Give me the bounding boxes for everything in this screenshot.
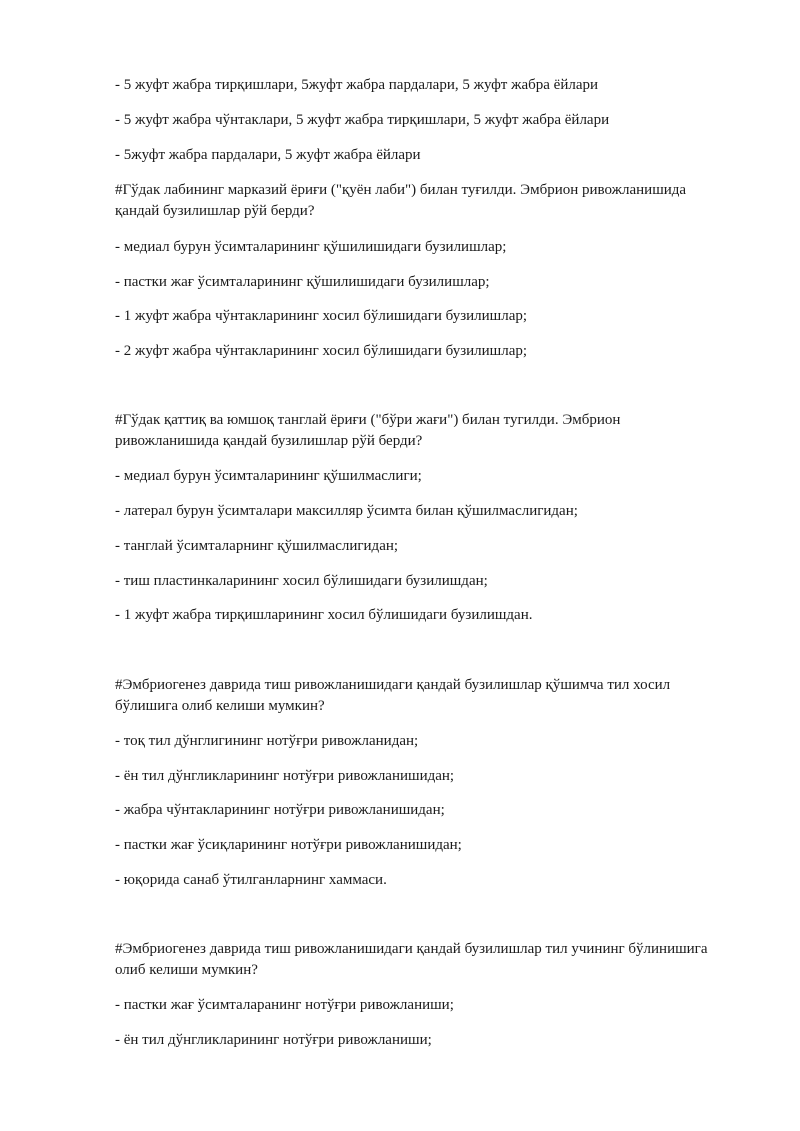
option-line: - пастки жағ ўсимталарининг қўшилишидаги бузилишлар; <box>115 274 490 290</box>
option-line: - тиш пластинкаларининг хосил бўлишидаги бузилишдан; <box>115 573 488 589</box>
option-line: - юқорида санаб ўтилганларнинг хаммаси. <box>115 872 387 888</box>
option-line: - жабра чўнтакларининг нотўғри ривожланишидан; <box>115 802 445 818</box>
option-line: - латерал бурун ўсимталари максилляр ўсимта билан қўшилмаслигидан; <box>115 503 578 519</box>
option-line: - пастки жағ ўсимталаранинг нотўғри ривожланиши; <box>115 997 454 1013</box>
option-line: - ён тил дўнгликларининг нотўғри ривожланишидан; <box>115 768 455 784</box>
option-line: - ён тил дўнгликларининг нотўғри ривожланиши; <box>115 1032 432 1048</box>
option-line: - 1 жуфт жабра тирқишларининг хосил бўлишидаги бузилишдан. <box>115 607 533 623</box>
question-text: #Гўдак лабининг марказий ёриғи ("қуён лаби") билан туғилди. Эмбрион ривожланишида қандай бузилишлар рўй берди? <box>115 182 687 219</box>
option-line: - 1 жуфт жабра чўнтакларининг хосил бўлишидаги бузилишлар; <box>115 308 528 324</box>
option-line: - тоқ тил дўнглигининг нотўғри ривожланидан; <box>115 733 419 749</box>
question-text: #Гўдак қаттиқ ва юмшоқ танглай ёриғи ("бўри жағи") билан тугилди. Эмбрион ривожланишида қандай бузилишлар рўй берди? <box>115 412 621 449</box>
question-text: #Эмбриогенез даврида тиш ривожланишидаги қандай бузилишлар қўшимча тил хосил бўлишига олиб келиши мумкин? <box>115 677 671 714</box>
option-line: - 5 жуфт жабра чўнтаклари, 5 жуфт жабра тирқишлари, 5 жуфт жабра ёйлари <box>115 112 610 128</box>
option-line: - медиал бурун ўсимталарининг қўшилмаслиги; <box>115 468 422 484</box>
question-text: #Эмбриогенез даврида тиш ривожланишидаги қандай бузилишлар тил учининг бўлинишига олиб келиши мумкин? <box>115 941 708 978</box>
option-line: - медиал бурун ўсимталарининг қўшилишидаги бузилишлар; <box>115 239 507 255</box>
option-line: - 5жуфт жабра пардалари, 5 жуфт жабра ёйлари <box>115 147 421 163</box>
option-line: - 2 жуфт жабра чўнтакларининг хосил бўлишидаги бузилишлар; <box>115 343 528 359</box>
option-line: - 5 жуфт жабра тирқишлари, 5жуфт жабра пардалари, 5 жуфт жабра ёйлари <box>115 77 599 93</box>
option-line: - танглай ўсимталарнинг қўшилмаслигидан; <box>115 538 399 554</box>
option-line: - пастки жағ ўсиқларининг нотўғри ривожланишидан; <box>115 837 462 853</box>
